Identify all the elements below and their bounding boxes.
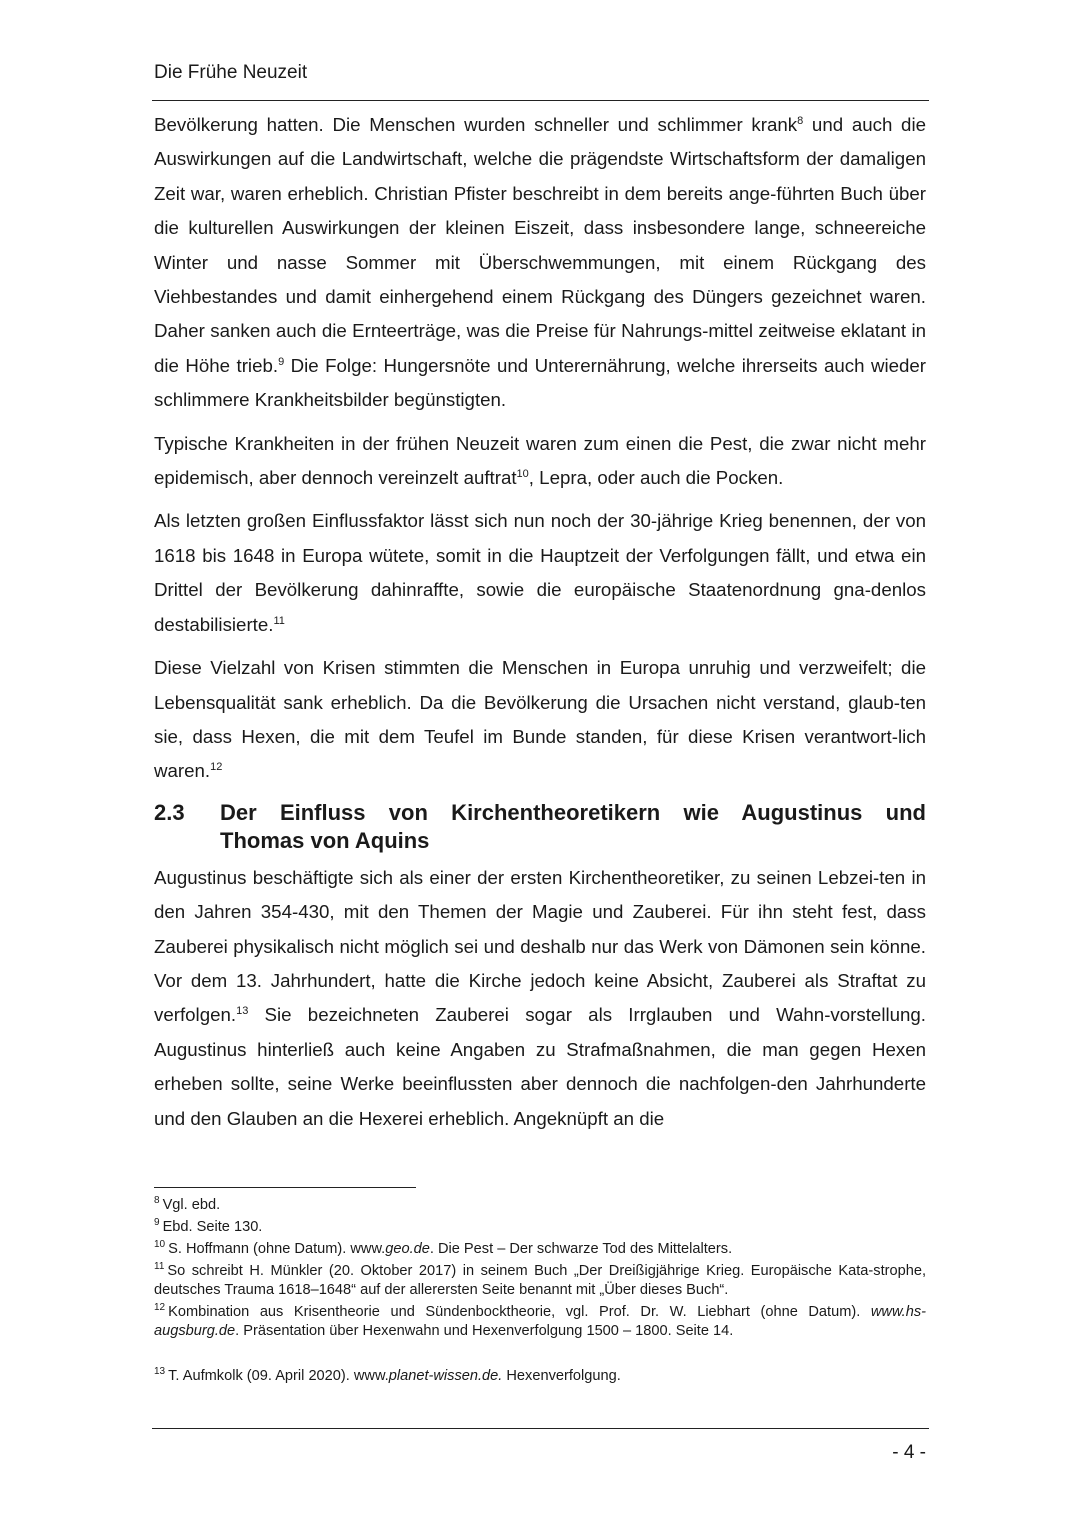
text: Augustinus beschäftigte sich als einer der ersten Kirchentheoretiker, zu seinen Lebzei-ten in den Jahren 354-430, mit den Themen der Magie und Zauberei. Für ihn steht fest, dass Zauberei physikalisch nicht möglich sei und deshalb nur das Werk von Dämonen sein könne. Vor dem 13. Jahrhundert, hatte die Kirche jedoch keine Absicht, Zauberei als Straftat zu verfolgen. — [154, 866, 926, 1026]
footnote-ref: 10 — [516, 467, 529, 480]
footnote-text: . Präsentation über Hexenwahn und Hexenverfolgung 1500 – 1800. Seite 14. — [235, 1323, 734, 1339]
text: Typische Krankheiten in der frühen Neuzeit waren zum einen die Pest, die zwar nicht mehr epidemisch, aber dennoch vereinzelt auftrat — [154, 432, 926, 489]
footnote-ref: 13 — [236, 1005, 249, 1018]
footnote-link: planet-wissen.de. — [388, 1368, 503, 1384]
footnote-text: Ebd. Seite 130. — [162, 1219, 263, 1235]
section-title-line: Der Einfluss von Kirchentheoretikern wie Augustinus und — [220, 799, 926, 825]
section-title-line: Thomas von Aquins — [220, 827, 430, 853]
text: Diese Vielzahl von Krisen stimmten die Menschen in Europa unruhig und verzweifelt; die Lebensqualität sank erheblich. Da die Bevölkerung die Ursachen nicht verstand, glaub-ten sie, dass Hexen, die mit dem Teufel im Bunde standen, für diese Krisen verantwort-lich waren. — [154, 657, 926, 782]
paragraph-3 — [154, 504, 926, 642]
text: Als letzten großen Einflussfaktor lässt sich nun noch der 30-jährige Krieg benennen, der von 1618 bis 1648 in Europa wütete, somit in die Hauptzeit der Verfolgungen fällt, und etwa ein Drittel der Bevölkerung dahinraffte, sowie die europäische Staatenordnung gna-denlos destabilisierte. — [154, 510, 926, 635]
footnote-ref: 11 — [273, 614, 285, 627]
footnote-text: . Die Pest – Der schwarze Tod des Mittelalters. — [429, 1241, 733, 1257]
footnote-link: www.hs-augsburg.de — [154, 1304, 926, 1339]
footnote-link: geo.de — [385, 1241, 430, 1257]
footnote-mark: 10 — [154, 1239, 166, 1251]
footnote-text: T. Aufmkolk (09. April 2020). www. — [168, 1368, 389, 1384]
footnote-ref: 12 — [210, 761, 223, 774]
footnotes — [154, 1196, 926, 1389]
footnote — [154, 1218, 926, 1237]
footnote-text: Hexenverfolgung. — [502, 1368, 621, 1384]
header-rule — [152, 100, 929, 101]
footnote-separator — [154, 1187, 416, 1188]
footnote — [154, 1303, 926, 1341]
footnote-text: Vgl. ebd. — [162, 1197, 221, 1213]
footnote — [154, 1367, 926, 1386]
footnote-text: S. Hoffmann (ohne Datum). www. — [168, 1241, 386, 1257]
footer-rule — [152, 1428, 929, 1429]
page-body — [154, 108, 926, 1145]
section-number: 2.3 — [154, 799, 185, 825]
text: und auch die Auswirkungen auf die Landwirtschaft, welche die prägendste Wirtschaftsform der damaligen Zeit war, waren erheblich. Christian Pfister beschreibt in dem bereits ange-führten Buch über die kulturellen Auswirkungen der kleinen Eiszeit, dass insbesondere lange, schneereiche Winter und nasse Sommer mit Überschwemmungen, mit einem Rückgang des Viehbestandes und damit einhergehend einem Rückgang des Düngers gezeichnet waren. Daher sanken auch die Ernteerträge, was die Preise für Nahrungs-mittel zeitweise eklatant in die Höhe trieb. — [154, 114, 926, 376]
paragraph-5 — [154, 861, 926, 1136]
running-header: Die Frühe Neuzeit — [154, 62, 308, 83]
section-heading — [154, 799, 926, 855]
paragraph-4 — [154, 651, 926, 789]
footnote — [154, 1262, 926, 1300]
paragraph-1 — [154, 108, 926, 418]
page-number: - 4 - — [892, 1442, 926, 1463]
paragraph-2 — [154, 427, 926, 496]
footnote-mark: 12 — [154, 1302, 166, 1314]
footnote-mark: 8 — [154, 1195, 160, 1207]
footnote-ref: 9 — [278, 355, 285, 368]
footnote-mark: 13 — [154, 1366, 166, 1378]
footnote — [154, 1240, 926, 1259]
text: Bevölkerung hatten. Die Menschen wurden schneller und schlimmer krank — [154, 114, 798, 135]
text: Die Folge: Hungersnöte und Unterernährung, welche ihrerseits auch wieder schlimmere Krankheitsbilder begünstigten. — [154, 354, 927, 411]
footnote-mark: 11 — [154, 1261, 165, 1273]
text: , Lepra, oder auch die Pocken. — [528, 467, 784, 489]
footnote — [154, 1196, 926, 1215]
footnote-ref: 8 — [797, 114, 804, 127]
footnote-text: Kombination aus Krisentheorie und Sündenbocktheorie, vgl. Prof. Dr. W. Liebhart (ohne Datum). — [168, 1304, 871, 1320]
footnote-text: So schreibt H. Münkler (20. Oktober 2017) in seinem Buch „Der Dreißigjährige Krieg. Europäische Kata-strophe, deutsches Trauma 1618–1648“ auf der allerersten Seite benannt mit „Über dieses Buch“. — [154, 1263, 926, 1298]
text: Sie bezeichneten Zauberei sogar als Irrglauben und Wahn-vorstellung. Augustinus hinterließ auch keine Angaben zu Strafmaßnahmen, die man gegen Hexen erheben sollte, seine Werke beeinflussten aber dennoch die nachfolgen-den Jahrhunderte und den Glauben an die Hexerei erheblich. Angeknüpft an die — [154, 1004, 926, 1129]
footnote-mark: 9 — [154, 1217, 160, 1229]
section-title — [220, 799, 926, 855]
